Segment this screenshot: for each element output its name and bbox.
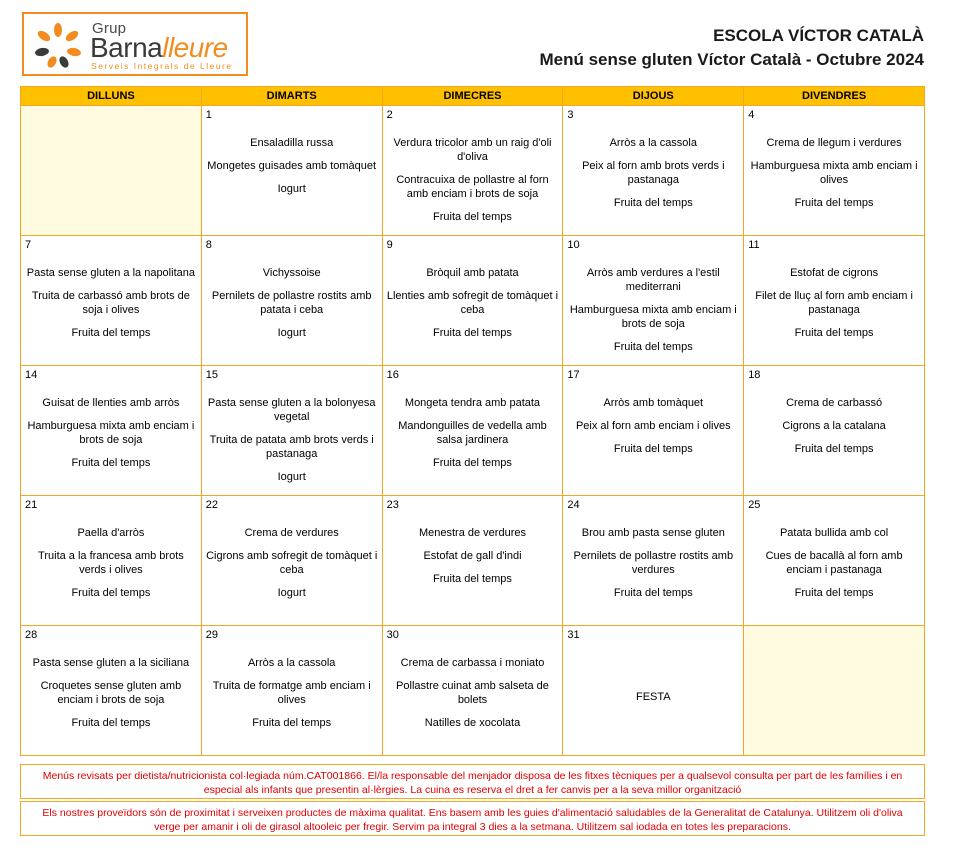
dish-item: Estofat de cigrons	[790, 267, 879, 279]
dish-item: Pernilets de pollastre rostits amb verdures	[573, 550, 734, 576]
dish-item: Crema de carbassó	[786, 397, 883, 409]
dish-item: Iogurt	[277, 183, 306, 195]
day-cell	[382, 496, 563, 626]
dish-item: Fruita del temps	[433, 211, 512, 223]
dish-item: Patata bullida amb col	[779, 527, 889, 539]
day-cell	[744, 106, 925, 236]
dish-item: Truita de patata amb brots verds i pastanaga	[209, 434, 374, 460]
dish-item: Fruita del temps	[252, 717, 332, 729]
dish-list	[567, 266, 739, 365]
calendar-body	[21, 106, 925, 756]
day-cell	[744, 236, 925, 366]
day-cell	[201, 496, 382, 626]
dish-item: Pollastre cuinat amb salseta de bolets	[396, 680, 549, 706]
dish-item: Pasta sense gluten a la siciliana	[32, 657, 190, 669]
day-cell	[744, 496, 925, 626]
dish-item: Fruita del temps	[794, 327, 874, 339]
dish-list	[387, 266, 559, 365]
menu-title: Menú sense gluten Víctor Català - Octubre 2024	[539, 50, 924, 69]
dish-list	[206, 266, 378, 365]
day-number: 18	[748, 369, 761, 381]
day-number: 14	[25, 369, 38, 381]
day-cell	[382, 106, 563, 236]
dish-item: Fruita del temps	[433, 327, 512, 339]
day-cell	[382, 626, 563, 756]
empty-day-cell	[21, 106, 202, 236]
calendar-week-row	[21, 366, 925, 496]
day-number: 10	[567, 239, 580, 251]
dish-item: Crema de carbassa i moniato	[400, 657, 545, 669]
dish-list	[387, 526, 559, 625]
dish-item: Crema de verdures	[244, 527, 339, 539]
dish-item: Mongetes guisades amb tomàquet	[207, 160, 377, 172]
dish-list	[748, 396, 920, 495]
dish-item: Vichyssoise	[262, 267, 321, 279]
day-number: 29	[205, 629, 219, 641]
school-title: ESCOLA VÍCTOR CATALÀ	[713, 26, 924, 45]
dish-item: Bròquil amb patata	[426, 267, 519, 279]
dish-list	[567, 396, 739, 495]
dish-item: Croquetes sense gluten amb enciam i brots de soja	[40, 680, 182, 706]
dish-list	[206, 656, 378, 755]
day-cell	[201, 236, 382, 366]
day-cell	[21, 496, 202, 626]
day-number: 11	[748, 239, 760, 251]
dish-item: Llenties amb sofregit de tomàquet i ceba	[386, 290, 559, 316]
dish-item: Fruita del temps	[794, 197, 874, 209]
logo-brand-part1: Barna	[90, 32, 163, 63]
day-cell	[563, 366, 744, 496]
calendar-week-row	[21, 626, 925, 756]
logo-subtitle: Serveis Integrals de Lleure	[91, 61, 233, 71]
weekday-header: DILLUNS	[21, 87, 202, 106]
dish-item: Hamburguesa mixta amb enciam i brots de soja	[27, 420, 195, 446]
weekday-header: DIMARTS	[201, 87, 382, 106]
dish-item: Pasta sense gluten a la bolonyesa vegetal	[207, 397, 376, 423]
dish-list	[748, 526, 920, 625]
dish-list	[748, 266, 920, 365]
dish-item: Cigrons amb sofregit de tomàquet i ceba	[206, 550, 378, 576]
day-cell	[563, 496, 744, 626]
dish-list	[25, 266, 197, 365]
dish-item: Cigrons a la catalana	[782, 420, 886, 432]
dish-item: Cues de bacallà al forn amb enciam i pastanaga	[765, 550, 903, 576]
dish-item: Arròs a la cassola	[247, 657, 336, 669]
day-cell	[563, 236, 744, 366]
day-cell	[744, 366, 925, 496]
dish-item: Brou amb pasta sense gluten	[581, 527, 725, 539]
dish-item: Hamburguesa mixta amb enciam i brots de soja	[569, 304, 737, 330]
dish-item: Mandonguilles de vedella amb salsa jardinera	[398, 420, 547, 446]
day-number: 2	[386, 109, 393, 121]
day-cell	[563, 106, 744, 236]
flower-logo-icon	[30, 22, 86, 70]
dish-list	[206, 136, 378, 235]
day-number: 1	[205, 109, 212, 121]
day-cell	[21, 366, 202, 496]
day-cell	[382, 236, 563, 366]
day-number: 8	[205, 239, 212, 251]
dish-item: Truita de carbassó amb brots de soja i olives	[31, 290, 190, 316]
dish-item: Crema de llegum i verdures	[766, 137, 902, 149]
weekday-header: DIMECRES	[382, 87, 563, 106]
dish-list	[25, 396, 197, 495]
day-cell	[382, 366, 563, 496]
dish-list	[387, 396, 559, 495]
dish-item: Truita a la francesa amb brots verds i olives	[38, 550, 184, 576]
dish-item: Arròs a la cassola	[609, 137, 697, 149]
dish-item: Paella d'arròs	[77, 527, 145, 539]
dish-item: Fruita del temps	[71, 457, 151, 469]
dish-item: Filet de lluç al forn amb enciam i pastanaga	[755, 290, 913, 316]
day-number: 7	[25, 239, 32, 251]
day-cell	[201, 106, 382, 236]
dish-item: Iogurt	[277, 471, 306, 483]
dish-item: Fruita del temps	[433, 457, 512, 469]
dish-item: Fruita del temps	[71, 717, 151, 729]
weekday-header: DIVENDRES	[744, 87, 925, 106]
day-number: 28	[25, 629, 38, 641]
day-cell	[563, 626, 744, 756]
dish-item: Fruita del temps	[794, 587, 874, 599]
menu-calendar	[20, 86, 925, 756]
dish-item: Hamburguesa mixta amb enciam i olives	[750, 160, 918, 186]
day-number: 22	[205, 499, 219, 511]
dish-item: Fruita del temps	[613, 587, 693, 599]
day-number: 24	[567, 499, 580, 511]
dish-list	[567, 526, 739, 625]
dish-item: Fruita del temps	[71, 587, 151, 599]
day-cell	[201, 366, 382, 496]
barnalleure-logo	[22, 12, 248, 76]
dish-item: Peix al forn amb enciam i olives	[575, 420, 731, 432]
dish-item: Pasta sense gluten a la napolitana	[26, 267, 195, 279]
day-number: 30	[386, 629, 399, 641]
dietitian-note: Menús revisats per dietista/nutricionista col·legiada núm.CAT001866. El/la responsable del menjador disposa de les fitxes tècniques per a qualsevol consulta per part de les famílies i en especial als infants que presentin al·lèrgies. La cuina es reserva el dret a fer canvis per a la seva millor organització	[20, 764, 925, 799]
calendar-week-row	[21, 496, 925, 626]
day-number: 23	[386, 499, 399, 511]
dish-list	[567, 136, 739, 235]
dish-item: Arròs amb verdures a l'estil mediterrani	[586, 267, 720, 293]
weekday-header-row	[21, 87, 925, 106]
logo-brand-part2: lleure	[162, 32, 228, 63]
holiday-label: FESTA	[635, 691, 671, 703]
dish-item: Natilles de xocolata	[424, 717, 521, 729]
weekday-header: DIJOUS	[563, 87, 744, 106]
day-number: 21	[25, 499, 38, 511]
dish-item: Arròs amb tomàquet	[603, 397, 704, 409]
dish-list	[387, 656, 559, 755]
empty-day-cell	[744, 626, 925, 756]
dish-list	[25, 656, 197, 755]
dish-item: Iogurt	[277, 587, 306, 599]
dish-item: Peix al forn amb brots verds i pastanaga	[582, 160, 725, 186]
dish-list	[387, 136, 559, 235]
dish-item: Fruita del temps	[613, 443, 693, 455]
day-cell	[201, 626, 382, 756]
dish-item: Fruita del temps	[71, 327, 151, 339]
dish-item: Contracuixa de pollastre al forn amb enciam i brots de soja	[396, 174, 549, 200]
day-number: 31	[567, 629, 580, 641]
suppliers-note: Els nostres proveïdors són de proximitat i serveixen productes de màxima qualitat. Ens basem amb les guies d'alimentació saludables de la Generalitat de Catalunya. Utilitzem oli d'oliva verge per amanir i oli de girasol altooleic per fregir. Servim pa integral 3 dies a la setmana. Utilitzem sal iodada en totes les preparacions.	[20, 801, 925, 836]
dish-list	[748, 136, 920, 235]
day-number: 15	[205, 369, 219, 381]
logo-brand-name	[90, 33, 228, 63]
logo-grup-text: Grup	[92, 20, 127, 37]
calendar-week-row	[21, 236, 925, 366]
dish-list	[206, 526, 378, 625]
dish-item: Fruita del temps	[613, 341, 693, 353]
day-cell	[21, 236, 202, 366]
day-number: 4	[748, 109, 755, 121]
dish-item: Fruita del temps	[794, 443, 874, 455]
dish-item: Fruita del temps	[433, 573, 512, 585]
day-number: 9	[386, 239, 393, 251]
dish-item: Ensaladilla russa	[250, 137, 334, 149]
dish-item: Guisat de llenties amb arròs	[42, 397, 180, 409]
dish-item: Truita de formatge amb enciam i olives	[212, 680, 371, 706]
dish-item: Mongeta tendra amb patata	[404, 397, 541, 409]
day-number: 17	[567, 369, 580, 381]
dish-item: Iogurt	[277, 327, 306, 339]
dish-list	[25, 526, 197, 625]
dish-item: Fruita del temps	[613, 197, 693, 209]
dish-item: Estofat de gall d'indi	[423, 550, 522, 562]
calendar-week-row	[21, 106, 925, 236]
dish-item: Verdura tricolor amb un raig d'oli d'oliva	[393, 137, 552, 163]
day-cell	[21, 626, 202, 756]
dish-item: Menestra de verdures	[418, 527, 526, 539]
day-number: 3	[567, 109, 574, 121]
dish-list	[206, 396, 378, 495]
day-number: 25	[748, 499, 761, 511]
day-number: 16	[386, 369, 399, 381]
dish-item: Pernilets de pollastre rostits amb patata i ceba	[211, 290, 372, 316]
